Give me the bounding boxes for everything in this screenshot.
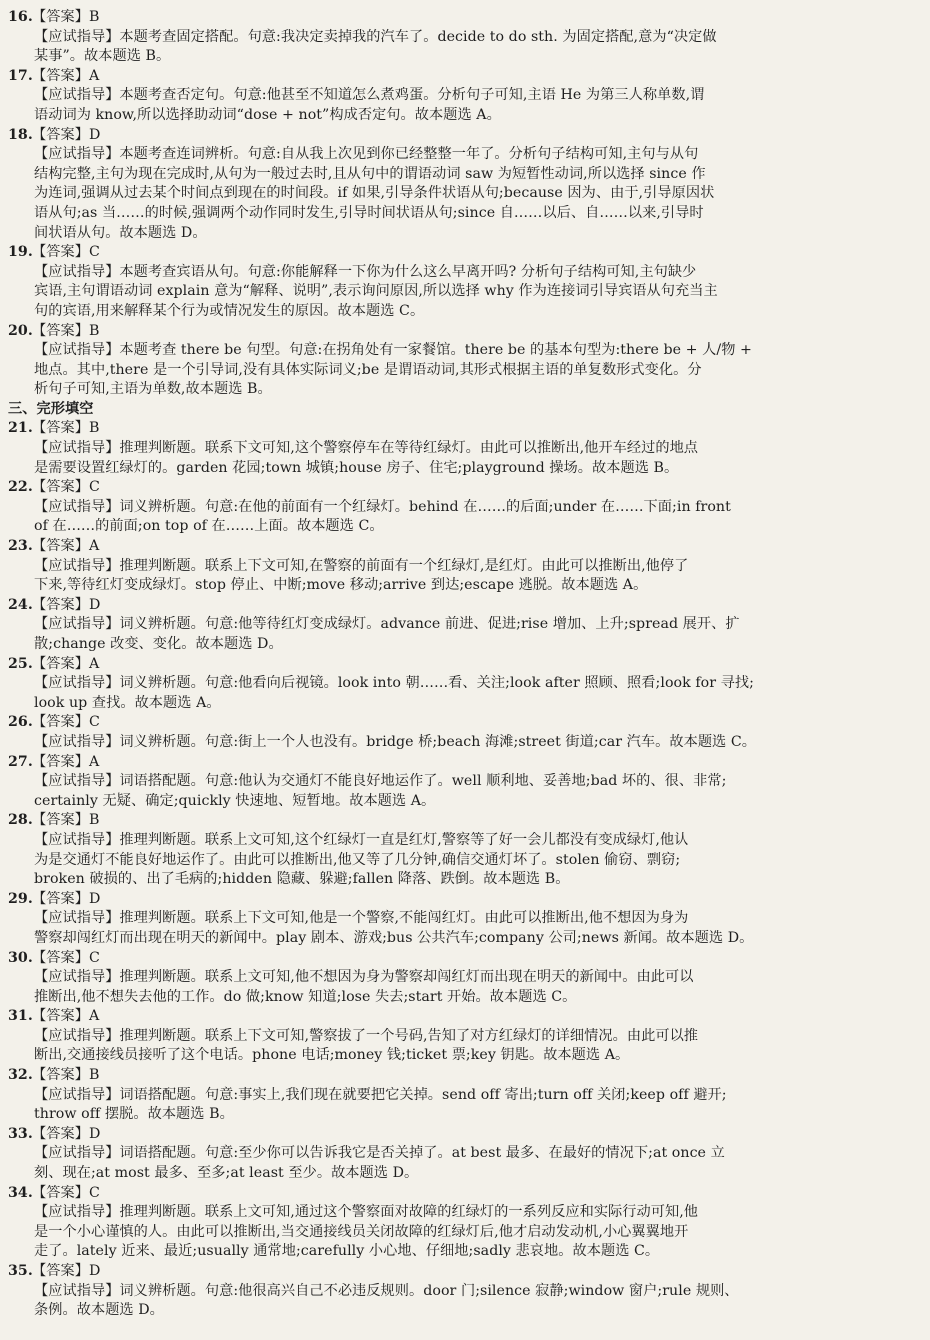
explanation-text: 结构完整,主句为现在完成时,从句为一般过去时,且从句中的谓语动词 saw 为短暂性动词,所以选择 since 作 (34, 165, 706, 182)
explanation-line (8, 557, 916, 577)
explanation-line (8, 263, 916, 283)
explanation-line (8, 1223, 916, 1243)
answer-line (8, 949, 916, 969)
explanation-text: 【应试指导】本题考查 there be 句型。句意:在拐角处有一家餐馆。there be 的基本句型为:there be + 人/物 + (34, 342, 752, 359)
explanation-line (8, 772, 916, 792)
explanation-text: 推断出,他不想失去他的工作。do 做;know 知道;lose 失去;start 开始。故本题选 C。 (34, 988, 577, 1005)
explanation-line (8, 106, 916, 126)
explanation-text: 【应试指导】词语搭配题。句意:至少你可以告诉我它是否关掉了。at best 最多、在最好的情况下;at once 立 (34, 1145, 725, 1162)
explanation-text: 某事”。故本题选 B。 (34, 48, 171, 65)
answer-line (8, 811, 916, 831)
question-number: 16. (8, 9, 33, 25)
explanation-text: broken 破损的、出了毛病的;hidden 隐藏、躲避;fallen 降落、跌倒。故本题选 B。 (34, 871, 570, 888)
answer-line (8, 67, 916, 87)
explanation-text: 【应试指导】词义辨析题。句意:在他的前面有一个红绿灯。behind 在……的后面;under 在……下面;in front (34, 498, 731, 515)
explanation-text: look up 查找。故本题选 A。 (34, 694, 221, 711)
explanation-line (8, 459, 916, 479)
answer-line (8, 322, 916, 342)
explanation-line (8, 1086, 916, 1106)
answer-line (8, 126, 916, 146)
explanation-text: 警察却闯红灯而出现在明天的新闻中。play 剧本、游戏;bus 公共汽车;company 公司;news 新闻。故本题选 D。 (34, 929, 754, 946)
explanation-text: 【应试指导】本题考查否定句。句意:他甚至不知道怎么煮鸡蛋。分析句子可知,主语 He 为第三人称单数,谓 (34, 87, 705, 104)
answer-line (8, 1184, 916, 1204)
explanation-text: 【应试指导】本题考查固定搭配。句意:我决定卖掉我的汽车了。decide to do sth. 为固定搭配,意为“决定做 (34, 28, 717, 45)
answer-text: 【答案】B (32, 1067, 100, 1084)
explanation-line (8, 694, 916, 714)
explanation-text: 【应试指导】词语搭配题。句意:事实上,我们现在就要把它关掉。send off 寄出;turn off 关闭;keep off 避开; (34, 1086, 727, 1103)
explanation-text: 【应试指导】推理判断题。联系上下文可知,在警察的前面有一个红绿灯,是红灯。由此可以推断出,他停了 (34, 557, 689, 574)
explanation-text: certainly 无疑、确定;quickly 快速地、短暂地。故本题选 A。 (34, 792, 436, 809)
explanation-line (8, 224, 916, 244)
explanation-line (8, 929, 916, 949)
answer-line (8, 1007, 916, 1027)
answer-line (8, 8, 916, 28)
explanation-text: 断出,交通接线员接听了这个电话。phone 电话;money 钱;ticket 票;key 钥匙。故本题选 A。 (34, 1047, 630, 1064)
explanation-text: 是一个小心谨慎的人。由此可以推断出,当交通接线员关闭故障的红绿灯后,他才启动发动机,小心翼翼地开 (34, 1223, 689, 1240)
explanation-text: 【应试指导】推理判断题。联系上下文可知,他是一个警察,不能闯红灯。由此可以推断出,他不想因为身为 (34, 910, 689, 927)
explanation-line (8, 1027, 916, 1047)
explanation-text: 条例。故本题选 D。 (34, 1302, 164, 1319)
explanation-text: 间状语从句。故本题选 D。 (34, 224, 207, 241)
explanation-line (8, 341, 916, 361)
answer-text: 【答案】C (32, 479, 100, 496)
answer-line (8, 478, 916, 498)
explanation-line (8, 1301, 916, 1321)
explanation-line (8, 792, 916, 812)
section-heading (8, 400, 916, 420)
explanation-line (8, 361, 916, 381)
question-number: 29. (8, 890, 33, 907)
explanation-line (8, 380, 916, 400)
answer-text: 【答案】A (32, 538, 100, 555)
explanation-line (8, 1105, 916, 1125)
question-number: 17. (8, 67, 33, 84)
explanation-line (8, 302, 916, 322)
answer-text: 【答案】D (32, 1125, 101, 1142)
explanation-line (8, 674, 916, 694)
question-number: 18. (8, 126, 33, 143)
explanation-text: of 在……的前面;on top of 在……上面。故本题选 C。 (34, 518, 384, 535)
question-number: 25. (8, 655, 33, 672)
explanation-line (8, 851, 916, 871)
answer-line (8, 753, 916, 773)
answer-line (8, 243, 916, 263)
explanation-line (8, 517, 916, 537)
explanation-text: 【应试指导】词义辨析题。句意:他看向后视镜。look into 朝……看、关注;look after 照顾、照看;look for 寻找; (34, 675, 754, 692)
question-number: 28. (8, 812, 33, 829)
explanation-line (8, 165, 916, 185)
explanation-line (8, 1046, 916, 1066)
answer-text: 【答案】C (32, 949, 100, 966)
answer-text: 【答案】B (32, 812, 100, 829)
question-number: 30. (8, 949, 33, 966)
answer-text: 【答案】A (32, 655, 100, 672)
question-number: 22. (8, 479, 33, 496)
explanation-text: 走了。lately 近来、最近;usually 通常地;carefully 小心地、仔细地;sadly 悲哀地。故本题选 C。 (34, 1243, 660, 1260)
explanation-line (8, 576, 916, 596)
answer-text: 【答案】A (32, 1008, 100, 1025)
answer-text: 【答案】D (32, 596, 101, 613)
explanation-text: 句的宾语,用来解释某个行为或情况发生的原因。故本题选 C。 (34, 302, 425, 319)
section-heading-text: 三、完形填空 (8, 400, 94, 417)
question-number: 31. (8, 1008, 33, 1025)
explanation-line (8, 968, 916, 988)
answer-text: 【答案】D (32, 890, 101, 907)
answer-text: 【答案】D (32, 1263, 101, 1279)
explanation-line (8, 47, 916, 67)
answer-text: 【答案】C (32, 1184, 100, 1201)
explanation-text: 【应试指导】推理判断题。联系上文可知,他不想因为身为警察却闯红灯而出现在明天的新闻中。由此可以 (34, 969, 694, 986)
explanation-line (8, 498, 916, 518)
explanation-line (8, 635, 916, 655)
answer-text: 【答案】B (32, 420, 100, 437)
explanation-line (8, 28, 916, 48)
answer-text: 【答案】B (32, 9, 100, 25)
question-number: 19. (8, 244, 33, 261)
explanation-text: 【应试指导】词义辨析题。句意:他等待红灯变成绿灯。advance 前进、促进;rise 增加、上升;spread 展开、扩 (34, 616, 740, 633)
explanation-text: 【应试指导】词语搭配题。句意:他认为交通灯不能良好地运作了。well 顺利地、妥善地;bad 坏的、很、非常; (34, 773, 727, 790)
explanation-line (8, 909, 916, 929)
explanation-line (8, 204, 916, 224)
explanation-line (8, 1203, 916, 1223)
explanation-text: 是需要设置红绿灯的。garden 花园;town 城镇;house 房子、住宅;playground 操场。故本题选 B。 (34, 459, 679, 476)
explanation-line (8, 86, 916, 106)
explanation-text: 为连词,强调从过去某个时间点到现在的时间段。if 如果,引导条件状语从句;because 因为、由于,引导原因状 (34, 185, 715, 202)
answer-line (8, 596, 916, 616)
explanation-text: 【应试指导】本题考查宾语从句。句意:你能解释一下你为什么这么早离开吗? 分析句子结构可知,主句缺少 (34, 263, 697, 280)
explanation-text: 语动词为 know,所以选择助动词“dose + not”构成否定句。故本题选 A。 (34, 106, 501, 123)
explanation-line (8, 870, 916, 890)
answer-text: 【答案】C (32, 244, 100, 261)
explanation-text: 刻、现在;at most 最多、至多;at least 至少。故本题选 D。 (34, 1165, 419, 1182)
explanation-text: 散;change 改变、变化。故本题选 D。 (34, 636, 283, 652)
answer-line (8, 537, 916, 557)
explanation-line (8, 282, 916, 302)
answer-line (8, 419, 916, 439)
question-number: 35. (8, 1263, 33, 1279)
answer-text: 【答案】A (32, 753, 100, 770)
question-number: 32. (8, 1067, 33, 1084)
explanation-text: 语从句;as 当……的时候,强调两个动作同时发生,引导时间状语从句;since 自……以后、自……以来,引导时 (34, 204, 704, 221)
explanation-line (8, 733, 916, 753)
question-number: 34. (8, 1184, 33, 1201)
question-number: 23. (8, 538, 33, 555)
explanation-text: 为是交通灯不能良好地运作了。由此可以推断出,他又等了几分钟,确信交通灯坏了。stolen 偷窃、剽窃; (34, 851, 681, 868)
explanation-line (8, 615, 916, 635)
question-number: 33. (8, 1125, 33, 1142)
question-number: 27. (8, 753, 33, 770)
answer-line (8, 1066, 916, 1086)
explanation-text: 下来,等待红灯变成绿灯。stop 停止、中断;move 移动;arrive 到达;escape 逃脱。故本题选 A。 (34, 577, 648, 594)
answer-text: 【答案】B (32, 322, 100, 339)
explanation-text: 【应试指导】推理判断题。联系上文可知,通过这个警察面对故障的红绿灯的一系列反应和实际行动可知,他 (34, 1204, 699, 1221)
answer-text: 【答案】A (32, 67, 100, 84)
explanation-line (8, 988, 916, 1008)
explanation-line (8, 1282, 916, 1302)
explanation-text: 【应试指导】推理判断题。联系下文可知,这个警察停车在等待红绿灯。由此可以推断出,他开车经过的地点 (34, 440, 699, 457)
explanation-line (8, 1144, 916, 1164)
explanation-line (8, 184, 916, 204)
explanation-text: 【应试指导】本题考查连词辨析。句意:自从我上次见到你已经整整一年了。分析句子结构可知,主句与从句 (34, 146, 699, 163)
explanation-text: 【应试指导】推理判断题。联系上下文可知,警察拔了一个号码,告知了对方红绿灯的详细情况。由此可以推 (34, 1027, 699, 1044)
explanation-line (8, 145, 916, 165)
explanation-text: 【应试指导】词义辨析题。句意:街上一个人也没有。bridge 桥;beach 海滩;street 街道;car 汽车。故本题选 C。 (34, 733, 757, 750)
answer-line (8, 890, 916, 910)
explanation-line (8, 1242, 916, 1262)
explanation-line (8, 439, 916, 459)
question-number: 21. (8, 420, 33, 437)
answer-text: 【答案】C (32, 714, 100, 731)
answer-line (8, 655, 916, 675)
explanation-text: 地点。其中,there 是一个引导词,没有具体实际词义;be 是谓语动词,其形式根据主语的单复数形式变化。分 (34, 361, 702, 378)
explanation-text: 【应试指导】推理判断题。联系上文可知,这个红绿灯一直是红灯,警察等了好一会儿都没有变成绿灯,他认 (34, 831, 689, 848)
explanation-line (8, 1164, 916, 1184)
answer-line (8, 1262, 916, 1282)
explanation-text: 宾语,主句谓语动词 explain 意为“解释、说明”,表示询问原因,所以选择 why 作为连接词引导宾语从句充当主 (34, 283, 718, 300)
question-number: 20. (8, 322, 33, 339)
answer-line (8, 713, 916, 733)
answer-text: 【答案】D (32, 126, 101, 143)
explanation-text: 析句子可知,主语为单数,故本题选 B。 (34, 381, 272, 398)
question-number: 26. (8, 714, 33, 731)
answer-line (8, 1125, 916, 1145)
explanation-text: throw off 摆脱。故本题选 B。 (34, 1106, 234, 1123)
explanation-text: 【应试指导】词义辨析题。句意:他很高兴自己不必违反规则。door 门;silence 寂静;window 窗户;rule 规则、 (34, 1282, 739, 1299)
question-number: 24. (8, 596, 33, 613)
explanation-line (8, 831, 916, 851)
